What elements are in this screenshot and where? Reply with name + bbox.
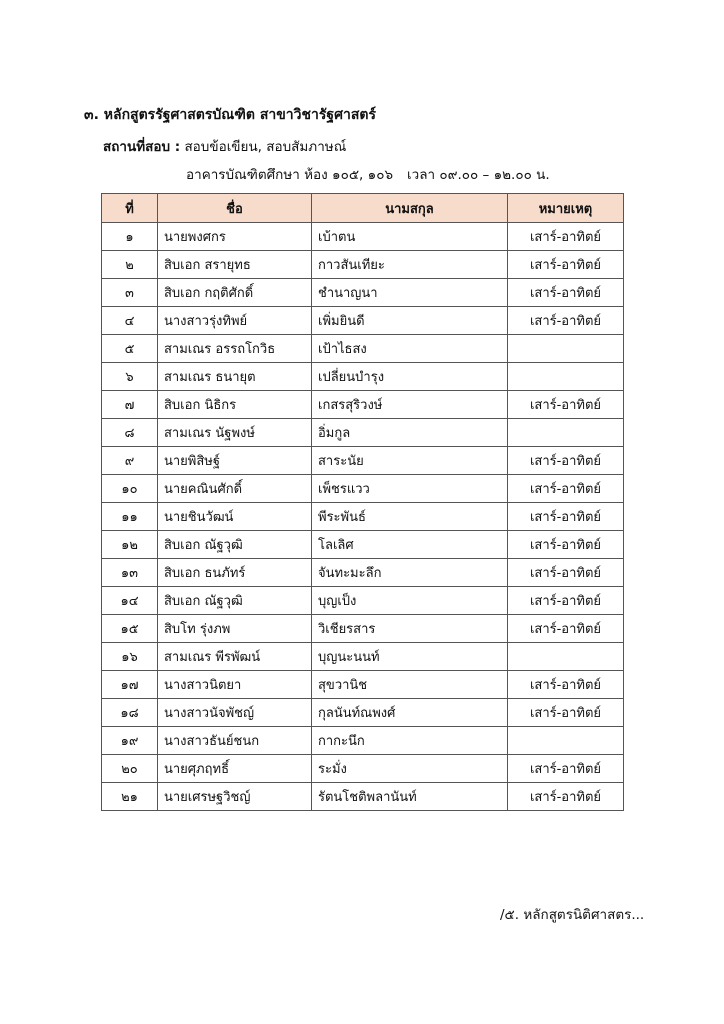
candidate-surname: จันทะมะลึก: [312, 559, 508, 587]
row-number: ๗: [102, 391, 158, 419]
candidate-name: นายศุภฤทธิ์: [158, 755, 312, 783]
row-number: ๒๐: [102, 755, 158, 783]
row-number: ๑๓: [102, 559, 158, 587]
table-row: [102, 503, 624, 531]
candidate-note: เสาร์-อาทิตย์: [508, 615, 624, 643]
table-body: [102, 223, 624, 811]
row-number: ๑๕: [102, 615, 158, 643]
candidate-surname: วิเชียรสาร: [312, 615, 508, 643]
table-row: [102, 391, 624, 419]
candidate-note: [508, 727, 624, 755]
candidate-surname: อิ่มกูล: [312, 419, 508, 447]
candidate-surname: เป้าไธสง: [312, 335, 508, 363]
candidate-surname: เกสรสุริวงษ์: [312, 391, 508, 419]
venue-value: สอบข้อเขียน, สอบสัมภาษณ์: [184, 139, 347, 155]
section-heading: ๓. หลักสูตรรัฐศาสตรบัณฑิต สาขาวิชารัฐศาสตร์: [84, 107, 377, 123]
candidate-name: สามเณร พีรพัฒน์: [158, 643, 312, 671]
candidate-note: เสาร์-อาทิตย์: [508, 475, 624, 503]
header-surname: นามสกุล: [312, 194, 508, 223]
header-no: ที่: [102, 194, 158, 223]
candidate-surname: สุขวานิช: [312, 671, 508, 699]
table-row: [102, 251, 624, 279]
exam-time: เวลา ๐๙.๐๐ – ๑๒.๐๐ น.: [407, 167, 550, 183]
candidate-table: [101, 193, 624, 811]
candidate-surname: กาวสันเทียะ: [312, 251, 508, 279]
next-section-footer: /๕. หลักสูตรนิติศาสตร...: [500, 907, 645, 923]
candidate-note: [508, 643, 624, 671]
row-number: ๑๒: [102, 531, 158, 559]
candidate-surname: บุญเป็ง: [312, 587, 508, 615]
row-number: ๘: [102, 419, 158, 447]
candidate-name: สิบเอก นิธิกร: [158, 391, 312, 419]
table-row: [102, 727, 624, 755]
candidate-surname: ชำนาญนา: [312, 279, 508, 307]
row-number: ๑๐: [102, 475, 158, 503]
row-number: ๓: [102, 279, 158, 307]
table-row: [102, 699, 624, 727]
candidate-name: นายพงศกร: [158, 223, 312, 251]
candidate-surname: ระมั่ง: [312, 755, 508, 783]
candidate-name: นางสาวนิตยา: [158, 671, 312, 699]
candidate-note: เสาร์-อาทิตย์: [508, 223, 624, 251]
candidate-name: สามเณร อรรถโกวิธ: [158, 335, 312, 363]
table-row: [102, 783, 624, 811]
table-row: [102, 531, 624, 559]
candidate-surname: สาระนัย: [312, 447, 508, 475]
candidate-note: เสาร์-อาทิตย์: [508, 503, 624, 531]
table-row: [102, 587, 624, 615]
candidate-name: สิบเอก ณัฐวุฒิ: [158, 531, 312, 559]
candidate-name: สิบเอก ธนภัทร์: [158, 559, 312, 587]
table-row: [102, 475, 624, 503]
candidate-note: เสาร์-อาทิตย์: [508, 251, 624, 279]
row-number: ๑๘: [102, 699, 158, 727]
row-number: ๑๗: [102, 671, 158, 699]
candidate-name: สิบโท รุ่งภพ: [158, 615, 312, 643]
building-line: [186, 163, 550, 185]
table-row: [102, 279, 624, 307]
candidate-note: เสาร์-อาทิตย์: [508, 391, 624, 419]
row-number: ๑๙: [102, 727, 158, 755]
table-row: [102, 335, 624, 363]
candidate-surname: กากะนึก: [312, 727, 508, 755]
row-number: ๙: [102, 447, 158, 475]
row-number: ๒: [102, 251, 158, 279]
candidate-name: นายเศรษฐวิชญ์: [158, 783, 312, 811]
row-number: ๑: [102, 223, 158, 251]
candidate-note: เสาร์-อาทิตย์: [508, 531, 624, 559]
candidate-note: เสาร์-อาทิตย์: [508, 783, 624, 811]
candidate-name: นางสาวธันย์ชนก: [158, 727, 312, 755]
header-name: ชื่อ: [158, 194, 312, 223]
candidate-surname: เปลี่ยนบำรุง: [312, 363, 508, 391]
table-row: [102, 643, 624, 671]
candidate-surname: เบ้าตน: [312, 223, 508, 251]
table-row: [102, 223, 624, 251]
candidate-surname: รัตนโชติพลานันท์: [312, 783, 508, 811]
candidate-name: นายคณินศักดิ์: [158, 475, 312, 503]
row-number: ๑๖: [102, 643, 158, 671]
candidate-name: สามเณร ธนายุต: [158, 363, 312, 391]
candidate-name: สิบเอก สรายุทธ: [158, 251, 312, 279]
candidate-note: [508, 419, 624, 447]
table-header-row: [102, 194, 624, 223]
row-number: ๑๔: [102, 587, 158, 615]
row-number: ๔: [102, 307, 158, 335]
candidate-note: เสาร์-อาทิตย์: [508, 307, 624, 335]
candidate-surname: กุลนันท์ณพงศ์: [312, 699, 508, 727]
candidate-name: นางสาวรุ่งทิพย์: [158, 307, 312, 335]
row-number: ๒๑: [102, 783, 158, 811]
table-row: [102, 559, 624, 587]
candidate-note: เสาร์-อาทิตย์: [508, 755, 624, 783]
table-row: [102, 307, 624, 335]
building-text: อาคารบัณฑิตศึกษา ห้อง ๑๐๕, ๑๐๖: [186, 167, 394, 183]
header-note: หมายเหตุ: [508, 194, 624, 223]
candidate-note: [508, 335, 624, 363]
candidate-name: สิบเอก ณัฐวุฒิ: [158, 587, 312, 615]
venue-label: สถานที่สอบ :: [103, 139, 181, 155]
candidate-note: เสาร์-อาทิตย์: [508, 587, 624, 615]
venue-line: [103, 135, 346, 157]
table-row: [102, 615, 624, 643]
candidate-note: เสาร์-อาทิตย์: [508, 279, 624, 307]
table-row: [102, 671, 624, 699]
candidate-name: สิบเอก กฤติศักดิ์: [158, 279, 312, 307]
candidate-note: [508, 363, 624, 391]
row-number: ๕: [102, 335, 158, 363]
table-row: [102, 419, 624, 447]
row-number: ๖: [102, 363, 158, 391]
table-row: [102, 755, 624, 783]
table-row: [102, 447, 624, 475]
candidate-surname: เพิ่มยินดี: [312, 307, 508, 335]
candidate-surname: พีระพันธ์: [312, 503, 508, 531]
candidate-note: เสาร์-อาทิตย์: [508, 699, 624, 727]
candidate-surname: บุญนะนนท์: [312, 643, 508, 671]
candidate-name: นายชินวัฒน์: [158, 503, 312, 531]
candidate-note: เสาร์-อาทิตย์: [508, 447, 624, 475]
candidate-name: สามเณร นัฐพงษ์: [158, 419, 312, 447]
candidate-name: นายพิสิษฐ์: [158, 447, 312, 475]
candidate-note: เสาร์-อาทิตย์: [508, 671, 624, 699]
candidate-name: นางสาวนัจพัชญ์: [158, 699, 312, 727]
candidate-note: เสาร์-อาทิตย์: [508, 559, 624, 587]
table-row: [102, 363, 624, 391]
candidate-surname: โลเลิศ: [312, 531, 508, 559]
row-number: ๑๑: [102, 503, 158, 531]
candidate-surname: เพ็ชรแวว: [312, 475, 508, 503]
